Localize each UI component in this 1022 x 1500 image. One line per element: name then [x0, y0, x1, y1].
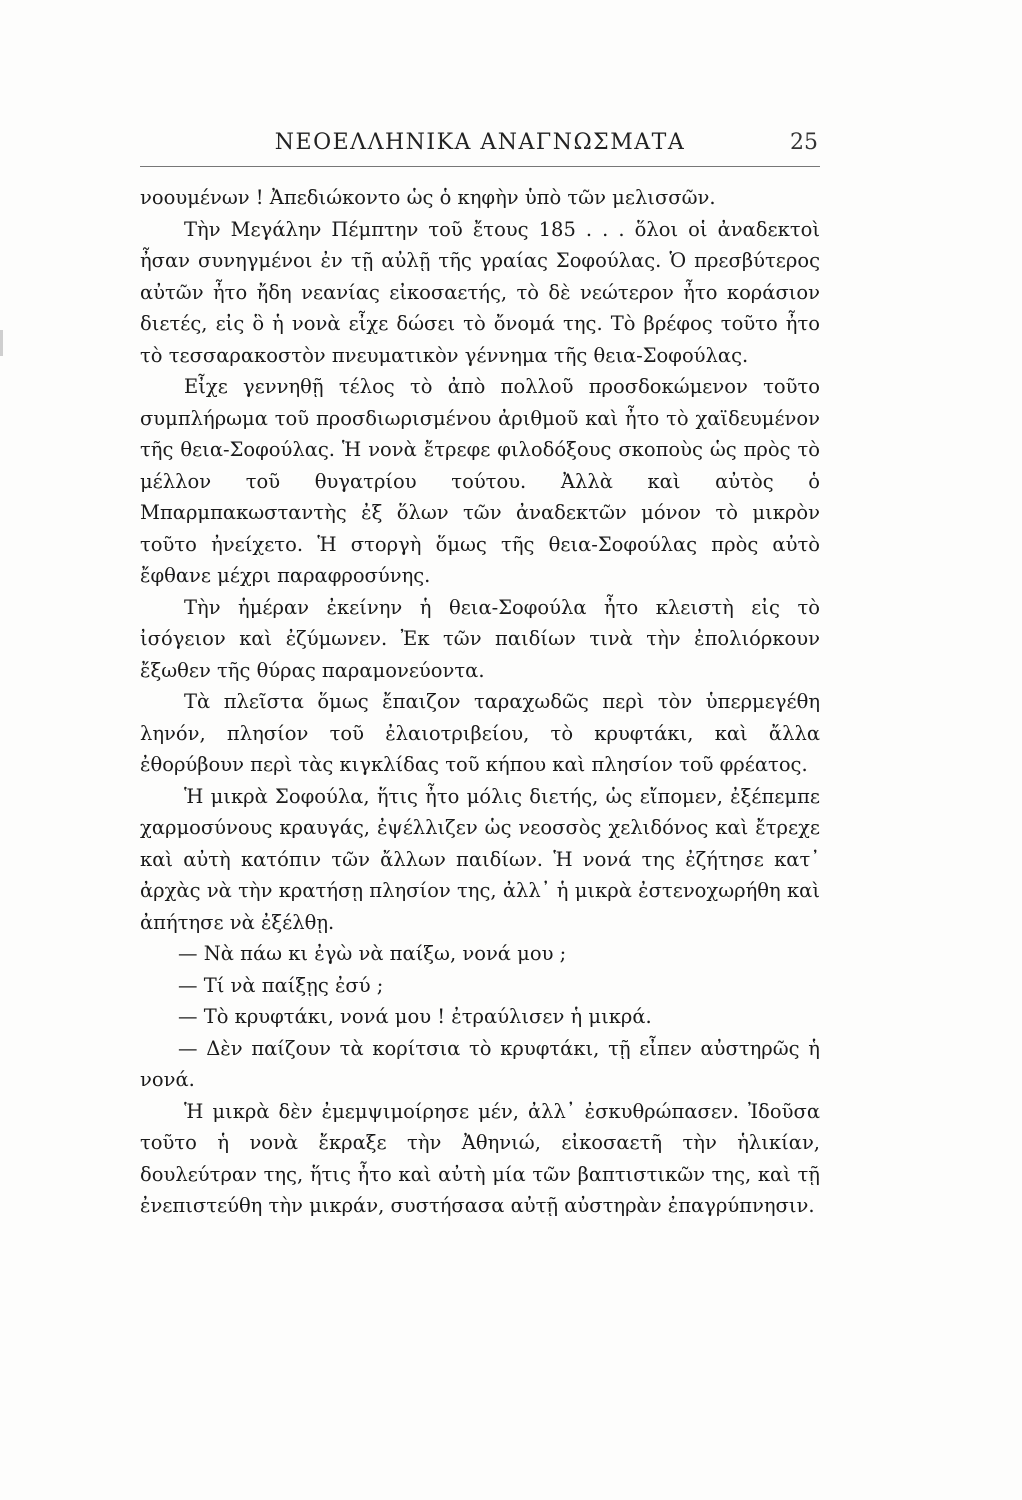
dialogue-line: — Νὰ πάω κι ἐγὼ νὰ παίξω, νονά μου ; — [178, 942, 567, 965]
paragraph: Τὴν Μεγάλην Πέμπτην τοῦ ἔτους 185 . . . ὅλοι οἱ ἀναδεκτοὶ ἦσαν συνηγμένοι ἐν τῇ αὐλῇ τῆς γραίας Σοφούλας. Ὁ πρεσβύτερος αὐτῶν ἦτο ἤδη νεανίας εἰκοσαετής, τὸ δὲ νεώτερον ἦτο κοράσιον διετές, εἰς ὃ ἡ νονὰ εἶχε δώσει τὸ ὄνομά της. Τὸ βρέφος τοῦτο ἦτο τὸ τεσσαρακοστὸν πνευματικὸν γέννημα τῆς θεια-Σοφούλας. — [140, 217, 820, 367]
paragraph: Ἡ μικρὰ Σοφούλα, ἥτις ἦτο μόλις διετής, ὡς εἴπομεν, ἐξέπεμπε χαρμοσύνους κραυγάς, ἐψέλλιζεν ὡς νεοσσὸς χελιδόνος καὶ ἔτρεχε καὶ αὐτὴ κατόπιν τῶν ἄλλων παιδίων. Ἡ νονά της ἐζήτησε κατ᾽ ἀρχὰς νὰ τὴν κρατήσῃ πλησίον της, ἀλλ᾽ ἡ μικρὰ ἐστενοχωρήθη καὶ ἀπήτησε νὰ ἐξέλθῃ. — [140, 784, 820, 934]
dialogue-line: — Τὸ κρυφτάκι, νονά μου ! ἐτραύλισεν ἡ μικρά. — [178, 1005, 652, 1028]
paragraph: νοουμένων ! Ἀπεδιώκοντο ὡς ὁ κηφὴν ὑπὸ τῶν μελισσῶν. — [140, 186, 716, 209]
running-title: ΝΕΟΕΛΛΗΝΙΚΑ ΑΝΑΓΝΩΣΜΑΤΑ — [274, 130, 686, 155]
dialogue-line: — Τί νὰ παίξῃς ἐσύ ; — [178, 973, 384, 997]
paragraph: Τὰ πλεῖστα ὅμως ἔπαιζον ταραχωδῶς περὶ τὸν ὑπερμεγέθη ληνόν, πλησίον τοῦ ἐλαιοτριβείου, τὸ κρυφτάκι, καὶ ἄλλα ἐθορύβουν περὶ τὰς κιγκλίδας τοῦ κήπου καὶ πλησίον τοῦ φρέατος. — [140, 690, 820, 776]
page-edge-mark — [0, 330, 3, 356]
text-body — [140, 182, 820, 1222]
header-rule — [140, 166, 820, 167]
paragraph: Τὴν ἡμέραν ἐκείνην ἡ θεια-Σοφούλα ἦτο κλειστὴ εἰς τὸ ἰσόγειον καὶ ἐζύμωνεν. Ἐκ τῶν παιδίων τινὰ τὴν ἐπολιόρκουν ἔξωθεν τῆς θύρας παραμονεύοντα. — [140, 595, 820, 682]
page-number: 25 — [790, 130, 818, 155]
running-header — [140, 128, 820, 162]
dialogue-line: — Δὲν παίζουν τὰ κορίτσια τὸ κρυφτάκι, τῇ εἶπεν αὐστηρῶς ἡ νονά. — [140, 1036, 820, 1091]
paragraph-closing: Ἡ μικρὰ δὲν ἐμεμψιμοίρησε μέν, ἀλλ᾽ ἐσκυθρώπασεν. Ἰδοῦσα τοῦτο ἡ νονὰ ἔκραξε τὴν Ἀθηνιώ, εἰκοσαετῆ τὴν ἡλικίαν, δουλεύτραν της, ἥτις ἦτο καὶ αὐτὴ μία τῶν βαπτιστικῶν της, καὶ τῇ ἐνεπιστεύθη τὴν μικράν, συστήσασα αὐτῇ αὐστηρὰν ἐπαγρύπνησιν. — [140, 1099, 820, 1217]
paragraph: Εἶχε γεννηθῇ τέλος τὸ ἀπὸ πολλοῦ προσδοκώμενον τοῦτο συμπλήρωμα τοῦ προσδιωρισμένου ἀριθμοῦ καὶ ἦτο τὸ χαϊδευμένον τῆς θεια-Σοφούλας. Ἡ νονὰ ἔτρεφε φιλοδόξους σκοποὺς ὡς πρὸς τὸ μέλλον τοῦ θυγατρίου τούτου. Ἀλλὰ καὶ αὐτὸς ὁ Μπαρμπακωσταντὴς ἐξ ὅλων τῶν ἀναδεκτῶν μόνον τὸ μικρὸν τοῦτο ἠνείχετο. Ἡ στοργὴ ὅμως τῆς θεια-Σοφούλας πρὸς αὐτὸ ἔφθανε μέχρι παραφροσύνης. — [140, 375, 820, 587]
